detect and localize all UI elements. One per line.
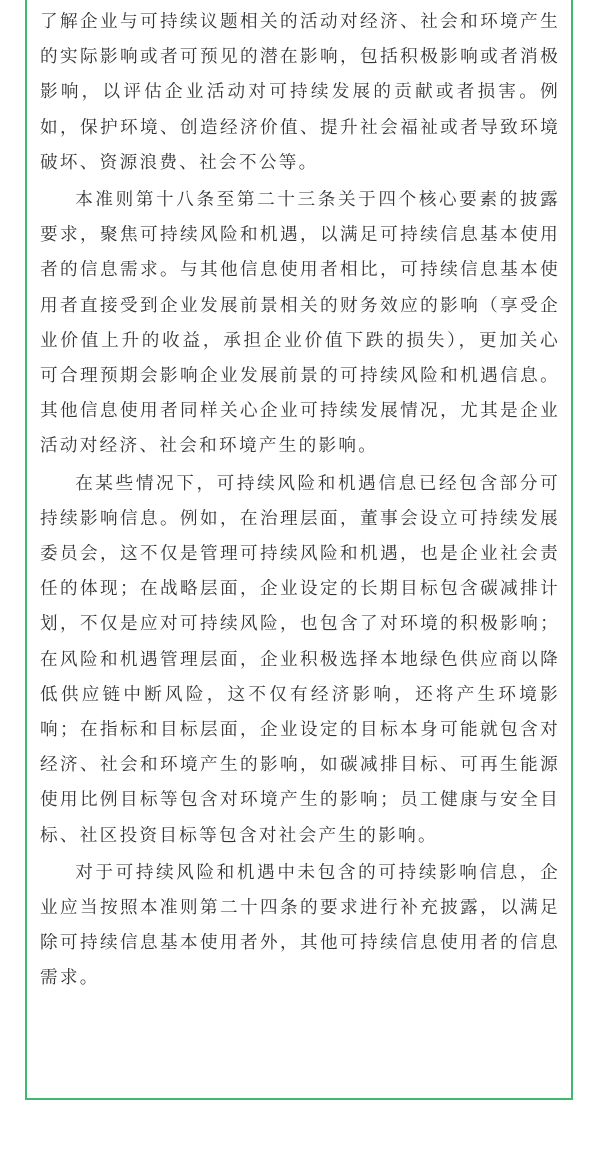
paragraph-examples: 在某些情况下，可持续风险和机遇信息已经包含部分可持续影响信息。例如，在治理层面，董事会设立可持续发展委员会，这不仅是管理可持续风险和机遇，也是企业社会责任的体现；在战略层面，企业设定的长期目标包含碳减排计划，不仅是应对可持续风险，也包含了对环境的积极影响；在风险和机遇管理层面，企业积极选择本地绿色供应商以降低供应链中断风险，这不仅有经济影响，还将产生环境影响；在指标和目标层面，企业设定的目标本身可能就包含对经济、社会和环境产生的影响，如碳减排目标、可再生能源使用比例目标等包含对环境产生的影响；员工健康与安全目标、社区投资目标等包含对社会产生的影响。 [40,473,560,846]
paragraph-impact-definition: 了解企业与可持续议题相关的活动对经济、社会和环境产生的实际影响或者可预见的潜在影响，包括积极影响或者消极影响，以评估企业活动对可持续发展的贡献或者损害。例如，保护环境、创造经济价值、提升社会福祉或者导致环境破坏、资源浪费、社会不公等。 [40,12,560,173]
paragraph-core-elements: 本准则第十八条至第二十三条关于四个核心要素的披露要求，聚焦可持续风险和机遇，以满足可持续信息基本使用者的信息需求。与其他信息使用者相比，可持续信息基本使用者直接受到企业发展前景相关的财务效应的影响（享受企业价值上升的收益，承担企业价值下跌的损失），更加关心可合理预期会影响企业发展前景的可持续风险和机遇信息。其他信息使用者同样关心企业可持续发展情况，尤其是企业活动对经济、社会和环境产生的影响。 [40,190,560,457]
document-body [40,0,560,997]
paragraph-supplementary-disclosure: 对于可持续风险和机遇中未包含的可持续影响信息，企业应当按照本准则第二十四条的要求进行补充披露，以满足除可持续信息基本使用者外，其他可持续信息使用者的信息需求。 [40,862,560,989]
